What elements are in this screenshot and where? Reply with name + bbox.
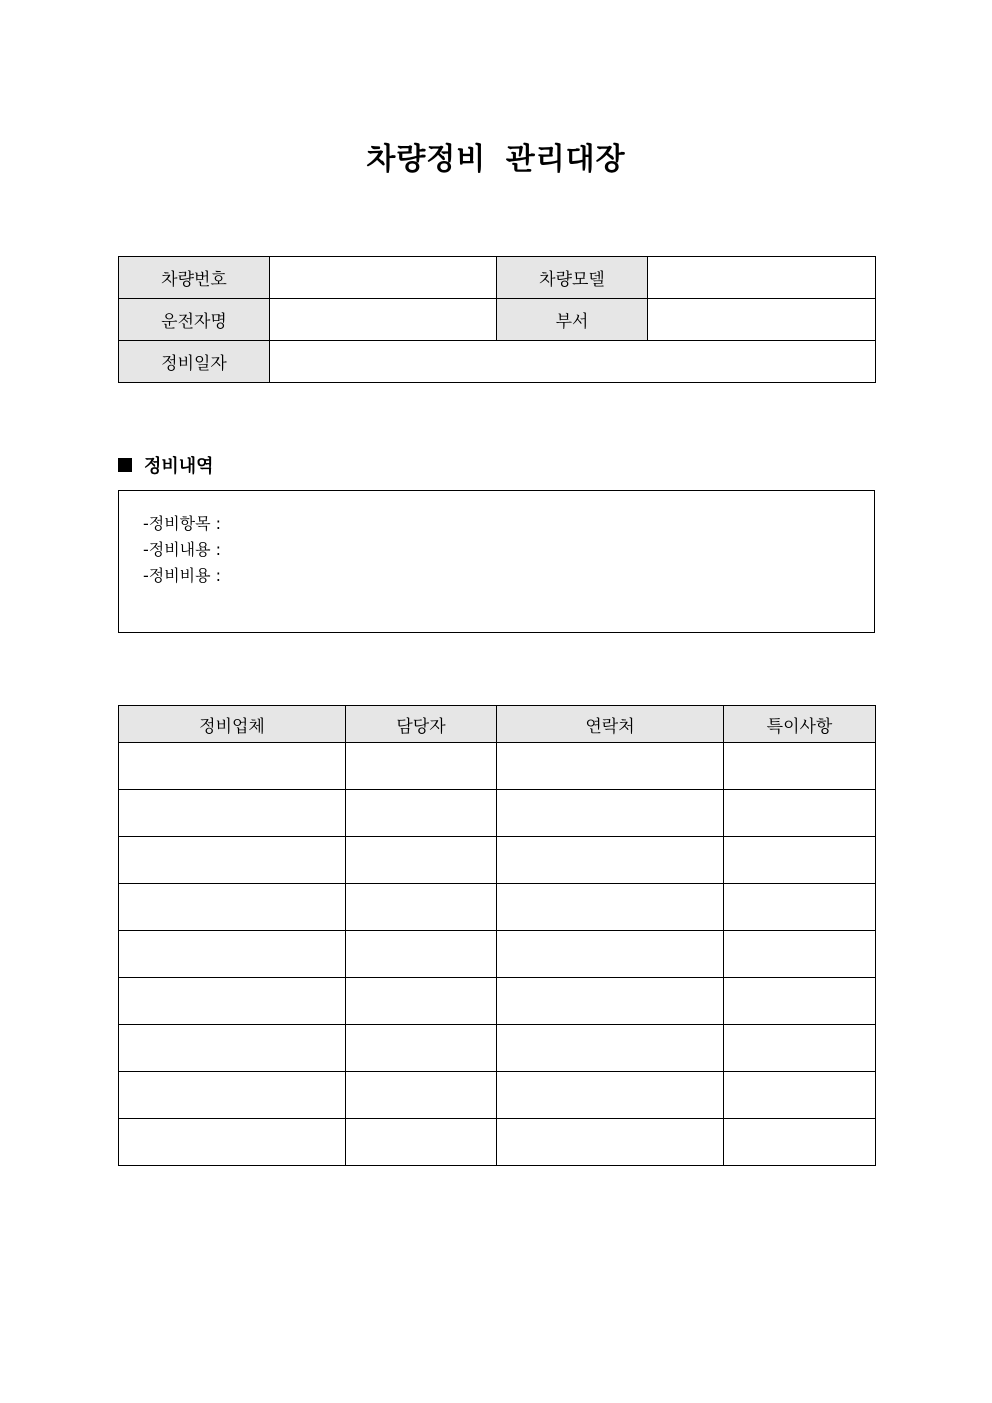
vendor-cell[interactable] xyxy=(119,931,346,978)
contact-person-cell[interactable] xyxy=(346,837,497,884)
phone-cell[interactable] xyxy=(497,743,724,790)
vendor-cell[interactable] xyxy=(119,1072,346,1119)
phone-cell[interactable] xyxy=(497,1119,724,1166)
phone-cell[interactable] xyxy=(497,837,724,884)
vendor-cell[interactable] xyxy=(119,790,346,837)
phone-cell[interactable] xyxy=(497,1072,724,1119)
vendor-cell[interactable] xyxy=(119,743,346,790)
driver-name-field[interactable] xyxy=(270,299,497,341)
details-lines xyxy=(143,511,221,589)
driver-name-label: 운전자명 xyxy=(119,299,270,341)
phone-cell[interactable] xyxy=(497,978,724,1025)
vendor-cell[interactable] xyxy=(119,837,346,884)
square-bullet-icon xyxy=(118,458,132,472)
table-row xyxy=(119,837,876,884)
remarks-cell[interactable] xyxy=(724,978,876,1025)
page-title: 차량정비 관리대장 xyxy=(366,142,626,177)
vehicle-model-field[interactable] xyxy=(648,257,876,299)
service-date-label: 정비일자 xyxy=(119,341,270,383)
table-row xyxy=(119,978,876,1025)
phone-cell[interactable] xyxy=(497,884,724,931)
vendor-cell[interactable] xyxy=(119,1025,346,1072)
table-row xyxy=(119,743,876,790)
remarks-cell[interactable] xyxy=(724,1025,876,1072)
vehicle-number-field[interactable] xyxy=(270,257,497,299)
remarks-cell[interactable] xyxy=(724,1119,876,1166)
details-section-title: 정비내역 xyxy=(144,456,214,477)
contact-person-cell[interactable] xyxy=(346,743,497,790)
department-label: 부서 xyxy=(497,299,648,341)
vehicle-info-table xyxy=(118,256,876,383)
contact-person-cell[interactable] xyxy=(346,1025,497,1072)
detail-line-content: -정비내용 : xyxy=(143,540,222,559)
remarks-cell[interactable] xyxy=(724,790,876,837)
contact-person-cell[interactable] xyxy=(346,884,497,931)
phone-cell[interactable] xyxy=(497,790,724,837)
contact-person-cell[interactable] xyxy=(346,978,497,1025)
vehicle-model-label: 차량모델 xyxy=(497,257,648,299)
vehicle-info-row xyxy=(119,341,876,383)
department-field[interactable] xyxy=(648,299,876,341)
details-box[interactable] xyxy=(118,490,875,633)
remarks-cell[interactable] xyxy=(724,1072,876,1119)
vendor-cell[interactable] xyxy=(119,978,346,1025)
remarks-cell[interactable] xyxy=(724,743,876,790)
table-row xyxy=(119,884,876,931)
remarks-cell[interactable] xyxy=(724,884,876,931)
contact-person-cell[interactable] xyxy=(346,1072,497,1119)
table-row xyxy=(119,1072,876,1119)
remarks-cell[interactable] xyxy=(724,837,876,884)
detail-line-cost: -정비비용 : xyxy=(143,566,222,585)
vendor-cell[interactable] xyxy=(119,1119,346,1166)
details-section-heading xyxy=(118,452,214,478)
vendor-table-header-row xyxy=(119,706,876,743)
contact-person-cell[interactable] xyxy=(346,1119,497,1166)
vehicle-info-row xyxy=(119,299,876,341)
detail-line-item: -정비항목 : xyxy=(143,514,222,533)
column-header-phone: 연락처 xyxy=(497,706,724,743)
contact-person-cell[interactable] xyxy=(346,931,497,978)
column-header-remarks: 특이사항 xyxy=(724,706,876,743)
vehicle-number-label: 차량번호 xyxy=(119,257,270,299)
vendor-cell[interactable] xyxy=(119,884,346,931)
vendor-table xyxy=(118,705,876,1166)
table-row xyxy=(119,931,876,978)
column-header-contact-person: 담당자 xyxy=(346,706,497,743)
contact-person-cell[interactable] xyxy=(346,790,497,837)
vehicle-info-row xyxy=(119,257,876,299)
table-row xyxy=(119,790,876,837)
table-row xyxy=(119,1025,876,1072)
phone-cell[interactable] xyxy=(497,931,724,978)
column-header-vendor: 정비업체 xyxy=(119,706,346,743)
service-date-field[interactable] xyxy=(270,341,876,383)
phone-cell[interactable] xyxy=(497,1025,724,1072)
table-row xyxy=(119,1119,876,1166)
remarks-cell[interactable] xyxy=(724,931,876,978)
